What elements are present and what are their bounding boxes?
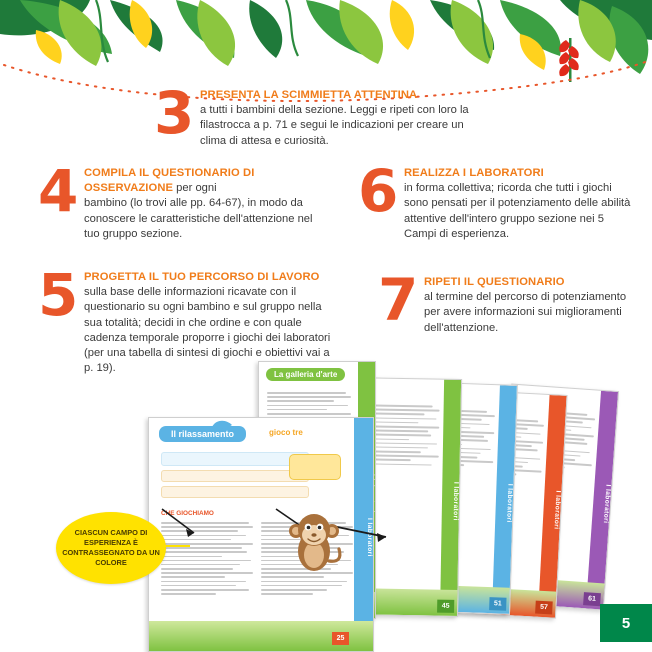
step-text: in forma collettiva; ricorda che tutti i giochi sono pensati per il potenziamento delle abilità attentive dell'intero gruppo sezione nei 5 Campi di esperienza.: [404, 182, 631, 240]
card-title: La galleria d'arte: [266, 368, 345, 381]
card-badge: [289, 454, 341, 480]
card-page-number: 61: [583, 592, 601, 606]
card-callout-box: [161, 470, 309, 482]
callout-connector: [150, 545, 190, 547]
arrow-annotations: [158, 505, 408, 565]
step-text: sulla base delle informazioni ricavate con il questionario su ogni bambino e sul gruppo nella sua totalità; decidi in che ordine e con quale cadenza temporale proporre i giochi dei laboratori (per una tabella di sintesi di giochi e obiettivi vai a p. 19).: [84, 286, 331, 375]
step-text: bambino (lo trovi alle pp. 64-67), in modo da conoscere le caratteristiche dell'attenzione nel tuo gruppo sezione.: [84, 197, 313, 240]
step-item-3: [154, 79, 484, 149]
step-text: al termine del percorso di potenziamento per avere informazioni sui miglioramenti dell'attenzione.: [424, 291, 627, 334]
color-legend-callout: [56, 512, 166, 584]
card-page-number: 25: [332, 632, 349, 645]
card-page-number: 51: [489, 597, 506, 611]
card-title: Il rilassamento: [159, 426, 246, 442]
card-callout-box: [161, 486, 309, 498]
card-section-heading: CHE GIOCHIAMO: [161, 510, 214, 517]
page-number: 5: [621, 614, 631, 632]
step-number: 5: [38, 261, 79, 329]
step-title: COMPILA IL QUESTIONARIO DI OSSERVAZIONE: [84, 167, 255, 195]
step-number: 6: [358, 157, 399, 225]
page-number-badge: [600, 604, 652, 642]
step-number: 3: [154, 79, 195, 147]
step-item-7: [378, 266, 638, 336]
step-text: a tutti i bambini della sezione. Leggi e ripeti con loro la filastrocca a p. 71 e segui le indicazioni per creare un clima di attesa e curiosità.: [200, 104, 469, 147]
card-side-tab: I laboratori: [440, 380, 461, 616]
card-side-tab: I laboratori: [586, 391, 618, 610]
callout-text: CIASCUN CAMPO DI ESPERIENZA È CONTRASSEGNATO DA UN COLORE: [62, 528, 160, 567]
step-number: 4: [38, 157, 79, 225]
step-number: 7: [378, 266, 419, 334]
card-side-tab: I laboratori: [354, 418, 373, 651]
card-callout-box: [161, 452, 309, 466]
card-side-tab: I laboratori: [492, 385, 517, 613]
card-subtitle: gioco tre: [269, 428, 303, 437]
step-item-6: [358, 157, 638, 242]
step-title-tail: per ogni: [176, 182, 217, 195]
booklet-page-fan: [148, 355, 652, 652]
step-title: REALIZZA I LABORATORI: [404, 167, 544, 179]
step-title: RIPETI IL QUESTIONARIO: [424, 276, 565, 288]
step-item-4: [38, 157, 328, 242]
card-page-number: 57: [535, 601, 553, 615]
step-title: PRESENTA LA SCIMMIETTA ATTENTINA: [200, 89, 418, 101]
bird-icon: [210, 417, 234, 435]
monkey-mascot-icon: [285, 505, 343, 577]
card-side-tab: I laboratori: [538, 395, 567, 618]
card-page-number: 45: [437, 600, 454, 613]
step-title: PROGETTA IL TUO PERCORSO DI LAVORO: [84, 271, 320, 283]
